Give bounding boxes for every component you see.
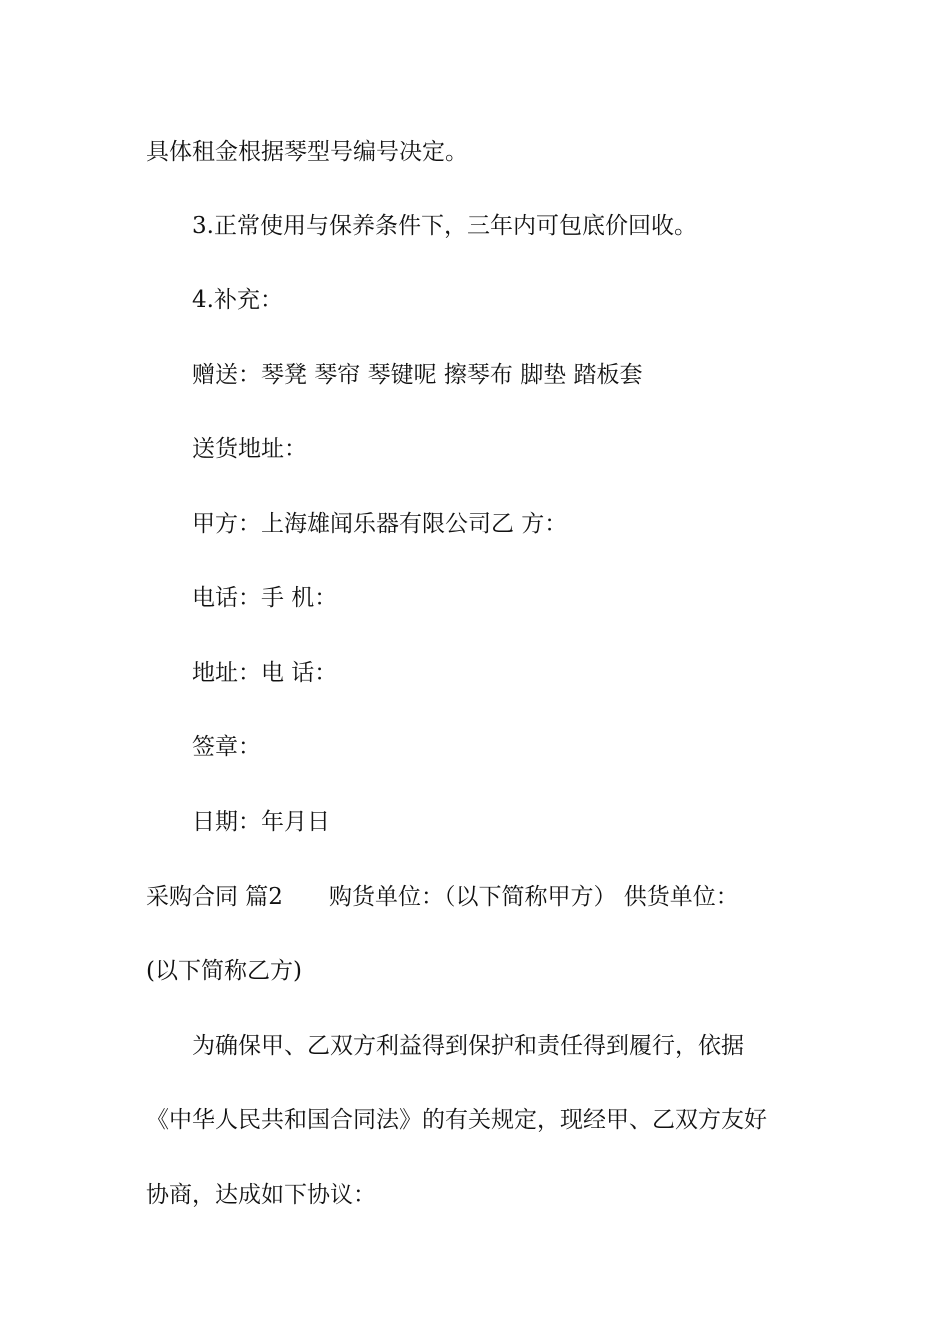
text-line-phone: 电话：手 机： xyxy=(192,585,338,611)
text-line-agreement: 协商，达成如下协议： xyxy=(146,1182,376,1208)
text-line-party-a: 甲方：上海雄闻乐器有限公司乙 方： xyxy=(192,511,568,537)
text-line-signature: 签章： xyxy=(192,734,261,760)
text-line-date: 日期：年月日 xyxy=(192,809,330,835)
text-line-clause-4: 4.补充： xyxy=(192,287,283,313)
text-line-law-reference: 《中华人民共和国合同法》的有关规定，现经甲、乙双方友好 xyxy=(146,1107,767,1133)
text-line-delivery-address: 送货地址： xyxy=(192,436,307,462)
text-line-clause-3: 3.正常使用与保养条件下，三年内可包底价回收。 xyxy=(192,213,697,239)
text-line-contract-title: 采购合同 篇2 购货单位：（以下简称甲方） 供货单位： xyxy=(146,884,739,910)
text-line-gifts: 赠送：琴凳 琴帘 琴键呢 擦琴布 脚垫 踏板套 xyxy=(192,362,643,388)
text-line-purpose: 为确保甲、乙双方利益得到保护和责任得到履行，依据 xyxy=(192,1033,744,1059)
text-line-rent-note: 具体租金根据琴型号编号决定。 xyxy=(146,139,468,165)
text-line-address: 地址：电 话： xyxy=(192,660,338,686)
text-line-party-b-note: (以下简称乙方) xyxy=(146,958,302,984)
